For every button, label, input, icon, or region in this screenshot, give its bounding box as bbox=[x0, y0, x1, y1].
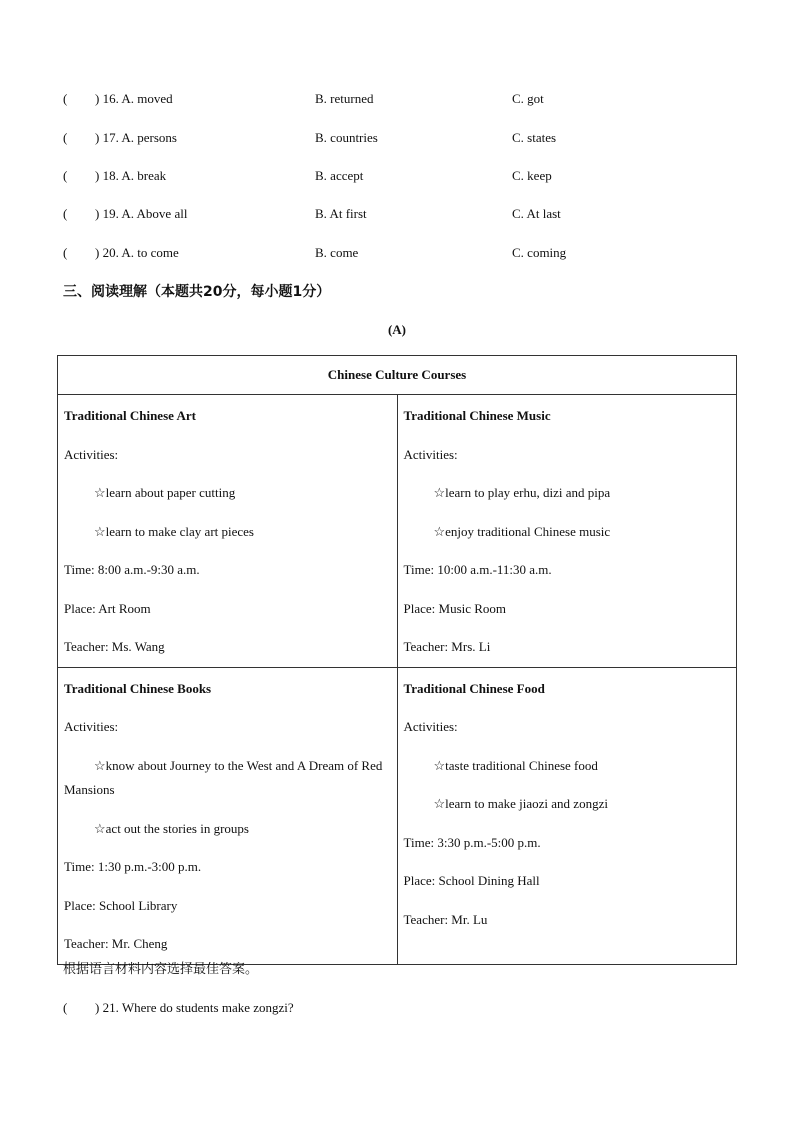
course-cell-books bbox=[58, 667, 398, 964]
course-cell-music bbox=[397, 395, 737, 668]
section-title: 三、阅读理解（本题共20分，每小题1分） bbox=[63, 284, 331, 300]
question-stem: ) 16. A. moved bbox=[95, 91, 173, 106]
table-title: Chinese Culture Courses bbox=[58, 356, 737, 395]
passage-label: (A) bbox=[387, 322, 407, 337]
activity-item: ☆learn about paper cutting bbox=[94, 485, 236, 500]
answer-blank[interactable]: ( bbox=[63, 206, 68, 221]
question-20 bbox=[63, 243, 723, 263]
option-c: C. keep bbox=[512, 168, 552, 183]
course-teacher: Teacher: Mrs. Li bbox=[403, 639, 491, 654]
question-18 bbox=[63, 166, 723, 186]
course-heading: Traditional Chinese Food bbox=[403, 680, 545, 696]
answer-blank[interactable]: ( bbox=[63, 91, 68, 106]
option-c: C. coming bbox=[512, 245, 567, 260]
course-heading: Traditional Chinese Books bbox=[64, 680, 212, 696]
activity-item: ☆know about Journey to the West and A Dream of Red Mansions bbox=[64, 757, 383, 797]
option-b: B. At first bbox=[315, 206, 367, 221]
question-stem: ) 18. A. break bbox=[95, 168, 167, 183]
course-place: Place: Music Room bbox=[403, 600, 507, 616]
activities-label: Activities: bbox=[403, 719, 458, 734]
course-teacher: Teacher: Mr. Lu bbox=[403, 911, 488, 927]
course-teacher: Teacher: Ms. Wang bbox=[64, 639, 165, 654]
course-heading: Traditional Chinese Art bbox=[64, 408, 196, 423]
answer-blank[interactable]: ( bbox=[63, 245, 68, 260]
activities-label: Activities: bbox=[64, 719, 119, 734]
answer-blank[interactable]: ( bbox=[63, 130, 68, 145]
course-time: Time: 3:30 p.m.-5:00 p.m. bbox=[403, 834, 541, 850]
question-17 bbox=[63, 128, 723, 148]
question-stem: ) 17. A. persons bbox=[95, 130, 177, 145]
activity-item: ☆learn to play erhu, dizi and pipa bbox=[433, 485, 611, 500]
course-heading: Traditional Chinese Music bbox=[403, 408, 551, 423]
course-time: Time: 8:00 a.m.-9:30 a.m. bbox=[64, 562, 200, 577]
activity-item: ☆taste traditional Chinese food bbox=[433, 757, 598, 773]
question-stem: ) 21. Where do students make zongzi? bbox=[95, 1000, 294, 1015]
option-b: B. accept bbox=[315, 168, 364, 183]
answer-blank[interactable]: ( bbox=[63, 168, 68, 183]
instruction-text: 根据语言材料内容选择最佳答案。 bbox=[63, 962, 259, 977]
activities-label: Activities: bbox=[64, 446, 119, 462]
course-cell-food bbox=[397, 667, 737, 964]
question-19 bbox=[63, 204, 723, 224]
course-cell-art bbox=[58, 395, 398, 668]
question-stem: ) 20. A. to come bbox=[95, 245, 179, 260]
option-c: C. At last bbox=[512, 206, 561, 221]
activities-label: Activities: bbox=[403, 446, 458, 462]
option-b: B. come bbox=[315, 245, 359, 260]
question-stem: ) 19. A. Above all bbox=[95, 206, 188, 221]
course-place: Place: School Dining Hall bbox=[403, 873, 540, 888]
activity-item: ☆act out the stories in groups bbox=[94, 820, 249, 836]
option-c: C. states bbox=[512, 130, 557, 145]
option-b: B. countries bbox=[315, 130, 378, 145]
option-b: B. returned bbox=[315, 91, 374, 106]
course-place: Place: Art Room bbox=[64, 600, 151, 616]
activity-item: ☆learn to make jiaozi and zongzi bbox=[433, 796, 608, 811]
course-time: Time: 10:00 a.m.-11:30 a.m. bbox=[403, 562, 552, 577]
course-teacher: Teacher: Mr. Cheng bbox=[64, 936, 168, 951]
answer-blank[interactable]: ( bbox=[63, 1000, 68, 1015]
option-c: C. got bbox=[512, 91, 544, 106]
course-place: Place: School Library bbox=[64, 897, 178, 913]
activity-item: ☆learn to make clay art pieces bbox=[94, 523, 254, 539]
activity-item: ☆enjoy traditional Chinese music bbox=[433, 523, 611, 539]
course-time: Time: 1:30 p.m.-3:00 p.m. bbox=[64, 859, 202, 874]
courses-table bbox=[57, 355, 737, 965]
question-16 bbox=[63, 89, 723, 109]
